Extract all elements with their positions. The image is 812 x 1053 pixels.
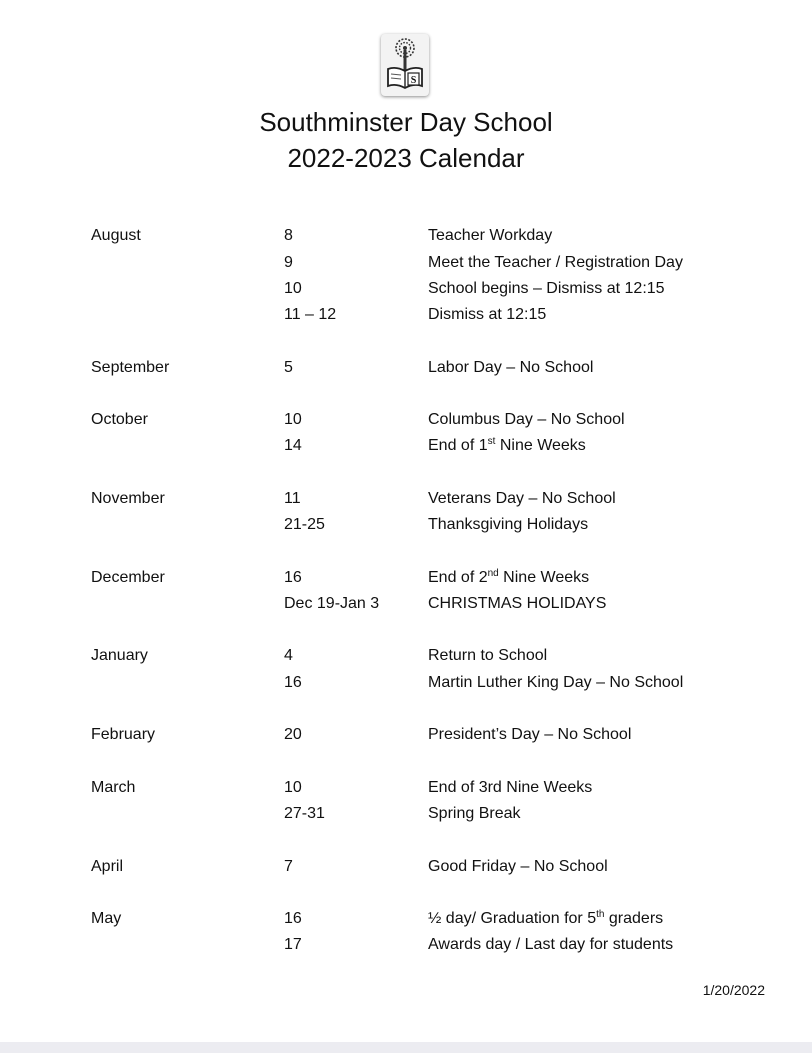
event-description: Veterans Day – No School: [428, 490, 616, 507]
month-label: February: [91, 726, 156, 743]
event-date: 4: [284, 647, 293, 664]
event-description: Labor Day – No School: [428, 359, 594, 376]
event-date: 14: [284, 437, 302, 454]
calendar-row: [0, 908, 812, 930]
calendar-row: [0, 225, 812, 247]
school-logo-icon: [381, 34, 429, 96]
month-label: March: [91, 779, 136, 796]
event-description: [428, 435, 586, 457]
event-text: End of 1: [428, 437, 488, 454]
event-date: 16: [284, 569, 302, 586]
event-date: 5: [284, 359, 293, 376]
event-description: Good Friday – No School: [428, 858, 608, 875]
event-date: 10: [284, 280, 302, 297]
event-text: ½ day/ Graduation for 5: [428, 910, 597, 927]
svg-text:S: S: [410, 75, 417, 86]
event-description: Martin Luther King Day – No School: [428, 674, 684, 691]
event-description: Thanksgiving Holidays: [428, 516, 589, 533]
event-date: 17: [284, 936, 302, 953]
event-description: [428, 908, 663, 930]
ordinal-suffix: st: [487, 436, 496, 447]
calendar-row: [0, 357, 812, 379]
event-date: 16: [284, 910, 302, 927]
calendar-row: [0, 488, 812, 510]
ordinal-suffix: nd: [487, 568, 499, 579]
event-description: End of 3rd Nine Weeks: [428, 779, 593, 796]
date-stamp: 1/20/2022: [702, 982, 765, 998]
month-label: September: [91, 359, 170, 376]
calendar-row: [0, 278, 812, 300]
ordinal-suffix: th: [596, 909, 605, 920]
month-label: May: [91, 910, 122, 927]
event-date: 21-25: [284, 516, 325, 533]
event-description: Columbus Day – No School: [428, 411, 625, 428]
calendar-row: [0, 304, 812, 326]
calendar-row: [0, 409, 812, 431]
calendar-row: [0, 856, 812, 878]
event-date: 16: [284, 674, 302, 691]
event-date: Dec 19-Jan 3: [284, 595, 380, 612]
page-subtitle: 2022-2023 Calendar: [287, 143, 525, 173]
event-description: President’s Day – No School: [428, 726, 632, 743]
calendar-row: [0, 645, 812, 667]
event-description: Return to School: [428, 647, 548, 664]
event-description: Dismiss at 12:15: [428, 306, 547, 323]
event-date: 11: [284, 490, 301, 507]
event-date: 9: [284, 254, 293, 271]
event-description: Meet the Teacher / Registration Day: [428, 254, 683, 271]
event-date: 11 – 12: [284, 306, 337, 323]
month-label: October: [91, 411, 148, 428]
event-description: [428, 567, 589, 589]
event-date: 10: [284, 411, 302, 428]
calendar-row: [0, 672, 812, 694]
month-label: January: [91, 647, 148, 664]
calendar-row: [0, 803, 812, 825]
month-label: April: [91, 858, 124, 875]
calendar-row: [0, 934, 812, 956]
event-date: 10: [284, 779, 302, 796]
event-description: School begins – Dismiss at 12:15: [428, 280, 665, 297]
event-text: End of 2: [428, 569, 488, 586]
event-date: 20: [284, 726, 302, 743]
calendar-row: [0, 777, 812, 799]
page-title: Southminster Day School: [259, 107, 553, 137]
calendar-row: [0, 567, 812, 589]
calendar-row: [0, 252, 812, 274]
calendar-row: [0, 435, 812, 457]
event-text: Nine Weeks: [495, 437, 586, 454]
event-text: Nine Weeks: [498, 569, 590, 586]
event-date: 7: [284, 858, 293, 875]
calendar-row: [0, 514, 812, 536]
event-date: 8: [284, 227, 293, 244]
calendar-row: [0, 724, 812, 746]
month-label: December: [91, 569, 165, 586]
event-description: Spring Break: [428, 805, 521, 822]
month-label: August: [91, 227, 141, 244]
month-label: November: [91, 490, 165, 507]
calendar-row: [0, 593, 812, 615]
viewer-bottom-bar: [0, 1042, 812, 1053]
event-text: graders: [604, 910, 664, 927]
event-description: Awards day / Last day for students: [428, 936, 674, 953]
event-description: CHRISTMAS HOLIDAYS: [428, 595, 607, 612]
event-date: 27-31: [284, 805, 325, 822]
event-description: Teacher Workday: [428, 227, 553, 244]
